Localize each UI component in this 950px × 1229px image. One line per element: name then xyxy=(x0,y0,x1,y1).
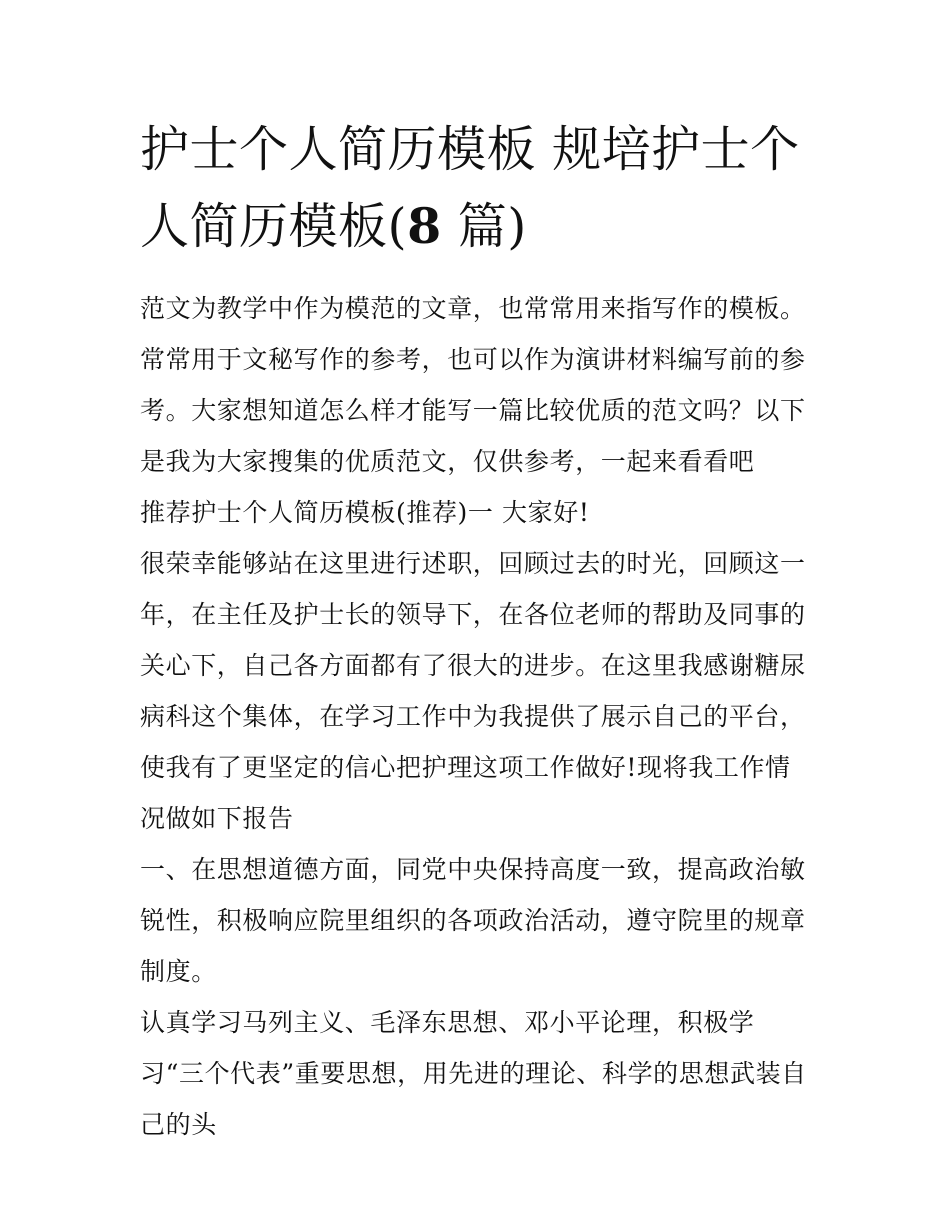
document-body xyxy=(140,112,812,1150)
paragraph-section-one: 一、在思想道德方面，同党中央保持高度一致，提高政治敏锐性，积极响应院里组织的各项政治活动，遵守院里的规章制度。 xyxy=(140,855,806,986)
title-number: 8 xyxy=(407,197,442,255)
title-suffix: 篇) xyxy=(441,198,527,255)
paragraph-report: 很荣幸能够站在这里进行述职，回顾过去的时光，回顾这一年，在主任及护士长的领导下，在各位老师的帮助及同事的关心下，自己各方面都有了很大的进步。在这里我感谢糖尿病科这个集体，在学习工作中为我提供了展示自己的平台，使我有了更坚定的信心把护理这项工作做好!现将我工作情况做如下报告 xyxy=(140,549,806,833)
title-text: 护士个人简历模板 规培护士个人简历模板( xyxy=(140,121,800,255)
paragraph-greeting: 推荐护士个人简历模板(推荐)一 大家好! xyxy=(140,498,590,527)
paragraph-intro: 范文为教学中作为模范的文章，也常常用来指写作的模板。常常用于文秘写作的参考，也可以作为演讲材料编写前的参考。大家想知道怎么样才能写一篇比较优质的范文吗？以下是我为大家搜集的优质范文，仅供参考，一起来看看吧 xyxy=(140,294,806,476)
paragraph-study: 认真学习马列主义、毛泽东思想、邓小平论理，积极学习“三个代表”重要思想，用先进的理论、科学的思想武装自己的头 xyxy=(140,1008,807,1139)
document-title xyxy=(140,112,812,265)
